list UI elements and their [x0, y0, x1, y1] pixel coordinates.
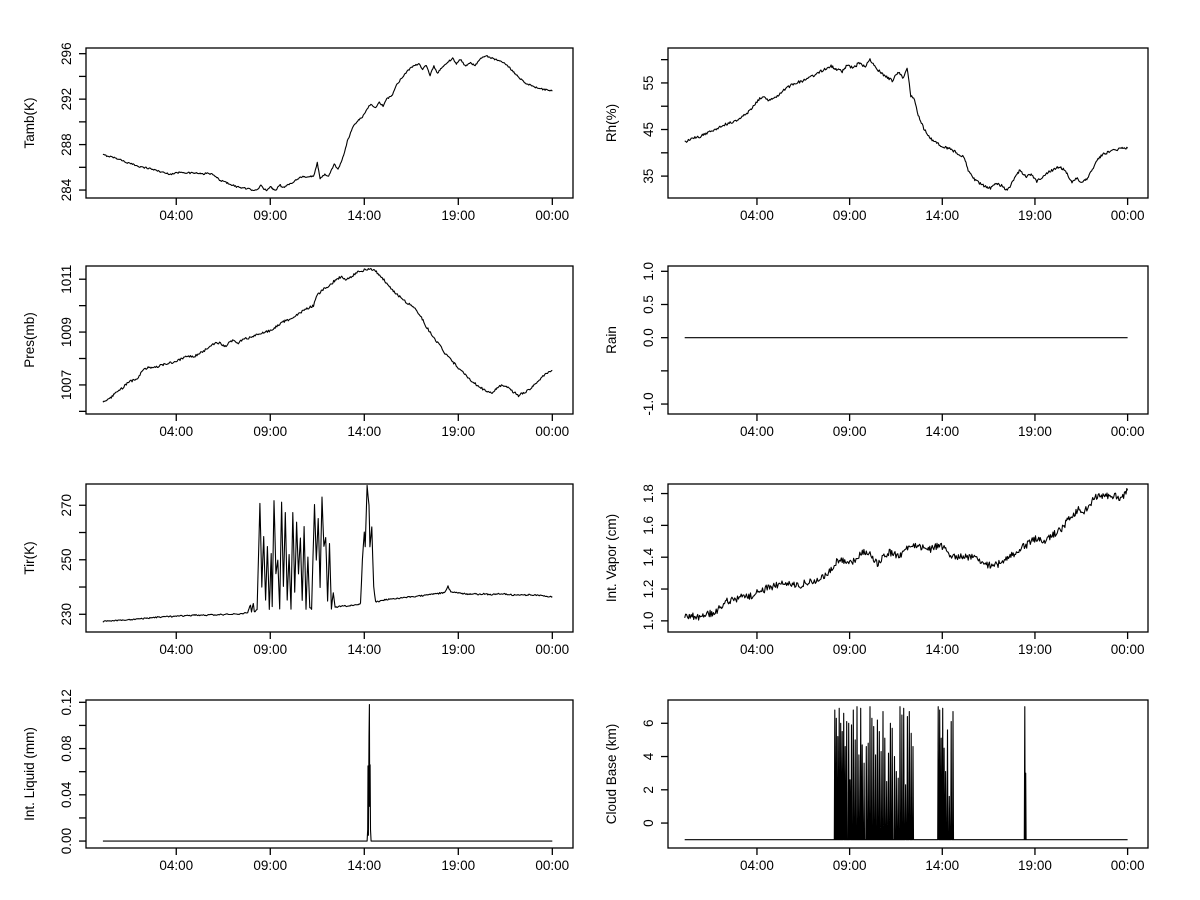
y-tick-label: 0.12	[59, 689, 74, 716]
series-line-tamb	[103, 56, 552, 191]
series-line-cloudbase	[685, 707, 1128, 840]
series-line-liquid	[103, 705, 552, 842]
y-axis-title: Rain	[604, 326, 619, 354]
x-tick-label: 14:00	[925, 642, 960, 657]
panel-rh	[604, 48, 1148, 223]
plot-box	[86, 48, 573, 198]
y-tick-label: 1011	[59, 264, 74, 294]
x-tick-label: 19:00	[441, 858, 476, 873]
y-tick-label: 45	[641, 122, 656, 138]
x-tick-label: 00:00	[1110, 424, 1145, 439]
x-tick-label: 19:00	[1018, 858, 1052, 873]
x-tick-label: 19:00	[1018, 424, 1052, 439]
panel-vapor	[604, 484, 1148, 657]
y-tick-label: 55	[641, 75, 656, 91]
y-tick-label: 230	[59, 603, 74, 626]
x-tick-label: 00:00	[1110, 858, 1145, 873]
y-axis-title: Rh(%)	[604, 103, 619, 143]
x-tick-label: 00:00	[535, 424, 570, 439]
panel-liquid	[22, 689, 573, 873]
x-tick-label: 04:00	[740, 208, 774, 223]
x-tick-label: 14:00	[347, 642, 382, 657]
x-tick-label: 09:00	[832, 858, 867, 873]
y-tick-label: 35	[641, 168, 656, 184]
x-tick-label: 14:00	[347, 424, 382, 439]
x-tick-label: 04:00	[740, 642, 774, 657]
y-tick-label: 284	[59, 178, 74, 202]
x-tick-label: 00:00	[535, 858, 570, 873]
x-tick-label: 09:00	[253, 858, 288, 873]
y-tick-label: 0	[641, 819, 656, 827]
x-tick-label: 09:00	[253, 424, 288, 439]
x-tick-label: 00:00	[535, 642, 570, 657]
x-tick-label: 19:00	[1018, 208, 1052, 223]
y-tick-label: 296	[59, 42, 74, 65]
y-tick-label: -1.0	[641, 392, 656, 416]
y-axis-title: Tir(K)	[22, 541, 37, 575]
panel-pres	[22, 265, 573, 439]
y-tick-label: 1.2	[641, 579, 656, 599]
x-tick-label: 09:00	[832, 424, 867, 439]
x-tick-label: 14:00	[925, 208, 960, 223]
x-tick-label: 04:00	[159, 858, 194, 873]
y-tick-label: 0.04	[59, 781, 74, 808]
y-tick-label: 270	[59, 493, 74, 517]
y-tick-label: 0.5	[641, 295, 656, 314]
x-tick-label: 14:00	[925, 424, 960, 439]
y-axis-title: Int. Liquid (mm)	[22, 727, 37, 821]
y-tick-label: 292	[59, 87, 74, 111]
panel-tir	[22, 484, 573, 657]
x-tick-label: 09:00	[253, 208, 288, 223]
x-tick-label: 19:00	[441, 424, 476, 439]
y-tick-label: 2	[641, 786, 656, 794]
y-tick-label: 288	[59, 133, 74, 156]
x-tick-label: 04:00	[159, 642, 194, 657]
y-tick-label: 6	[641, 719, 656, 728]
x-tick-label: 19:00	[441, 208, 476, 223]
y-axis-title: Pres(mb)	[22, 312, 37, 368]
x-tick-label: 04:00	[159, 424, 194, 439]
y-tick-label: 1.0	[641, 611, 656, 631]
y-tick-label: 1.0	[641, 261, 656, 281]
y-axis-title: Int. Vapor (cm)	[604, 513, 619, 603]
y-tick-label: 1.8	[641, 484, 656, 503]
y-tick-label: 250	[59, 548, 74, 572]
y-tick-label: 1.4	[641, 547, 656, 567]
y-tick-label: 0.08	[59, 735, 74, 762]
x-tick-label: 19:00	[1018, 642, 1052, 657]
series-line-rh	[685, 59, 1128, 191]
x-tick-label: 04:00	[740, 858, 774, 873]
panel-tamb	[22, 42, 573, 223]
plot-box	[668, 484, 1148, 632]
y-axis-title: Cloud Base (km)	[604, 723, 619, 825]
x-tick-label: 14:00	[347, 208, 382, 223]
x-tick-label: 00:00	[1110, 208, 1145, 223]
panel-cloudbase	[604, 700, 1148, 873]
x-tick-label: 19:00	[441, 642, 476, 657]
x-tick-label: 09:00	[832, 208, 867, 223]
y-tick-label: 0.00	[59, 827, 74, 855]
y-axis-title: Tamb(K)	[22, 97, 37, 149]
x-tick-label: 14:00	[347, 858, 382, 873]
y-tick-label: 4	[641, 752, 656, 761]
series-line-tir	[103, 485, 552, 622]
x-tick-label: 09:00	[253, 642, 288, 657]
plot-box	[86, 266, 573, 414]
x-tick-label: 09:00	[832, 642, 867, 657]
x-tick-label: 14:00	[925, 858, 960, 873]
y-tick-label: 0.0	[641, 328, 656, 348]
x-tick-label: 04:00	[159, 208, 194, 223]
x-tick-label: 04:00	[740, 424, 774, 439]
y-tick-label: 1007	[59, 369, 74, 400]
series-line-vapor	[685, 489, 1128, 621]
series-line-pres	[103, 268, 552, 402]
x-tick-label: 00:00	[535, 208, 570, 223]
panel-rain	[604, 262, 1148, 439]
plot-box	[86, 700, 573, 848]
y-tick-label: 1009	[59, 317, 74, 348]
y-tick-label: 1.6	[641, 515, 656, 535]
x-tick-label: 00:00	[1110, 642, 1145, 657]
plot-box	[668, 266, 1148, 414]
